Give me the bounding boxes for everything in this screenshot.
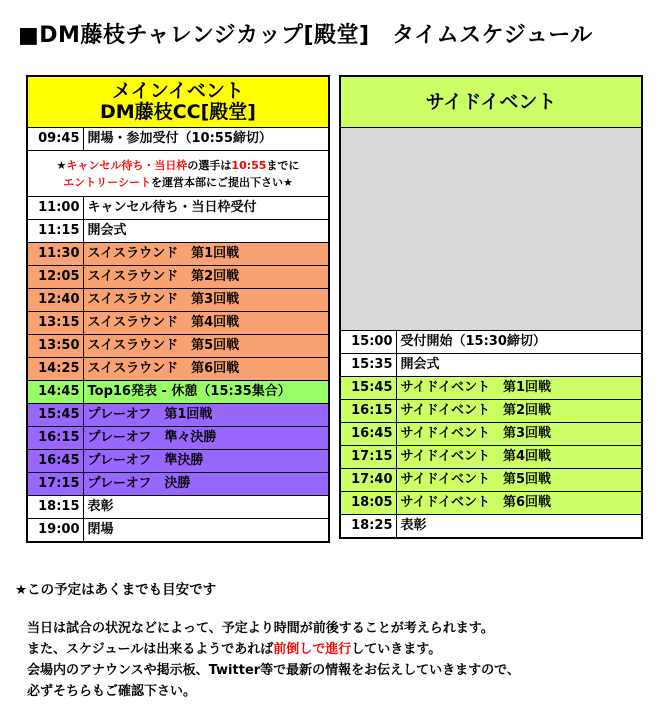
schedule-row — [27, 358, 329, 381]
notice-text: までに — [266, 158, 300, 172]
row-label: キャンセル待ち・当日枠受付 — [83, 197, 329, 220]
row-time: 16:15 — [27, 427, 83, 450]
row-label: サイドイベント 第5回戦 — [396, 469, 642, 492]
side-empty-block — [340, 128, 642, 331]
page-title: ■DM藤枝チャレンジカップ[殿堂] タイムスケジュール — [18, 23, 593, 48]
notice-red-entry-sheet: エントリーシート — [63, 175, 151, 189]
schedule-row — [27, 496, 329, 519]
row-time: 14:25 — [27, 358, 83, 381]
row-label: Top16発表 - 休憩（15:35集合） — [83, 381, 329, 404]
note-line: 必ずそちらもご確認下さい。 — [27, 684, 197, 699]
side-event-table — [339, 75, 643, 539]
schedule-row — [27, 427, 329, 450]
notice-text: を運営本部にご提出下さい★ — [150, 175, 293, 189]
row-label: スイスラウンド 第4回戦 — [83, 312, 329, 335]
row-label: サイドイベント 第1回戦 — [396, 377, 642, 400]
schedule-row — [340, 331, 642, 354]
note-line: 会場内のアナウンスや掲示板、Twitter等で最新の情報をお伝えしていきますので、 — [27, 663, 520, 678]
row-label: プレーオフ 準決勝 — [83, 450, 329, 473]
row-time: 13:15 — [27, 312, 83, 335]
main-header-row — [27, 76, 329, 128]
row-time: 16:15 — [340, 400, 396, 423]
note-line: 当日は試合の状況などによって、予定より時間が前後することが考えられます。 — [27, 621, 494, 636]
row-label: スイスラウンド 第1回戦 — [83, 243, 329, 266]
schedule-row — [27, 220, 329, 243]
row-time: 11:00 — [27, 197, 83, 220]
schedule-row — [340, 354, 642, 377]
row-time: 19:00 — [27, 519, 83, 543]
main-event-table — [26, 75, 330, 543]
row-label: スイスラウンド 第5回戦 — [83, 335, 329, 358]
row-time: 16:45 — [340, 423, 396, 446]
row-label: 開場・参加受付（10:55締切） — [83, 128, 329, 151]
main-header-line1: メインイベント — [112, 80, 244, 102]
schedule-row — [340, 377, 642, 400]
row-label: プレーオフ 第1回戦 — [83, 404, 329, 427]
notice-star: ★ — [56, 158, 67, 172]
schedule-row — [340, 446, 642, 469]
notice-row — [27, 151, 329, 197]
note-red-text: 前倒しで進行 — [273, 642, 352, 657]
row-time: 12:05 — [27, 266, 83, 289]
schedule-row — [27, 128, 329, 151]
row-time: 12:40 — [27, 289, 83, 312]
note-text: していきます。 — [351, 642, 442, 657]
row-time: 11:30 — [27, 243, 83, 266]
row-label: スイスラウンド 第6回戦 — [83, 358, 329, 381]
notice-text: の選手は — [187, 158, 232, 172]
row-label: 受付開始（15:30締切） — [396, 331, 642, 354]
row-time: 17:15 — [340, 446, 396, 469]
schedule-row — [340, 400, 642, 423]
row-time: 09:45 — [27, 128, 83, 151]
row-time: 17:40 — [340, 469, 396, 492]
schedule-row — [27, 381, 329, 404]
row-label: 開会式 — [396, 354, 642, 377]
row-label: サイドイベント 第6回戦 — [396, 492, 642, 515]
schedule-row — [340, 423, 642, 446]
notice-red-cancel: キャンセル待ち・当日枠 — [66, 158, 188, 172]
schedule-row — [27, 404, 329, 427]
row-label: スイスラウンド 第3回戦 — [83, 289, 329, 312]
row-time: 15:35 — [340, 354, 396, 377]
row-label: プレーオフ 準々決勝 — [83, 427, 329, 450]
note-line — [27, 639, 520, 660]
row-label: プレーオフ 決勝 — [83, 473, 329, 496]
row-label: 表彰 — [83, 496, 329, 519]
row-label: 表彰 — [396, 515, 642, 539]
schedule-row — [27, 289, 329, 312]
schedule-row — [27, 450, 329, 473]
schedule-row — [340, 515, 642, 539]
schedule-row — [27, 266, 329, 289]
side-header-row — [340, 76, 642, 128]
schedule-row — [27, 243, 329, 266]
row-time: 18:05 — [340, 492, 396, 515]
row-time: 18:15 — [27, 496, 83, 519]
schedule-row — [27, 519, 329, 543]
row-time: 11:15 — [27, 220, 83, 243]
row-time: 14:45 — [27, 381, 83, 404]
note-text: また、スケジュールは出来るようであれば — [27, 642, 274, 657]
row-label: サイドイベント 第2回戦 — [396, 400, 642, 423]
side-empty-row — [340, 128, 642, 331]
row-label: スイスラウンド 第2回戦 — [83, 266, 329, 289]
row-time: 15:00 — [340, 331, 396, 354]
row-label: 開会式 — [83, 220, 329, 243]
schedule-memo: ★この予定はあくまでも目安です — [15, 582, 217, 598]
row-time: 18:25 — [340, 515, 396, 539]
schedule-row — [340, 492, 642, 515]
row-time: 15:45 — [27, 404, 83, 427]
notes-paragraph — [27, 618, 520, 702]
entry-notice — [27, 151, 329, 197]
main-header-line2: DM藤枝CC[殿堂] — [100, 101, 256, 123]
row-label: サイドイベント 第3回戦 — [396, 423, 642, 446]
schedule-row — [340, 469, 642, 492]
row-label: サイドイベント 第4回戦 — [396, 446, 642, 469]
row-label: 閉場 — [83, 519, 329, 543]
row-time: 15:45 — [340, 377, 396, 400]
schedule-row — [27, 312, 329, 335]
notice-red-deadline: 10:55 — [231, 158, 267, 172]
row-time: 16:45 — [27, 450, 83, 473]
side-event-header: サイドイベント — [340, 76, 642, 128]
schedule-row — [27, 197, 329, 220]
row-time: 17:15 — [27, 473, 83, 496]
schedule-row — [27, 335, 329, 358]
row-time: 13:50 — [27, 335, 83, 358]
main-event-header — [27, 76, 329, 128]
schedule-row — [27, 473, 329, 496]
